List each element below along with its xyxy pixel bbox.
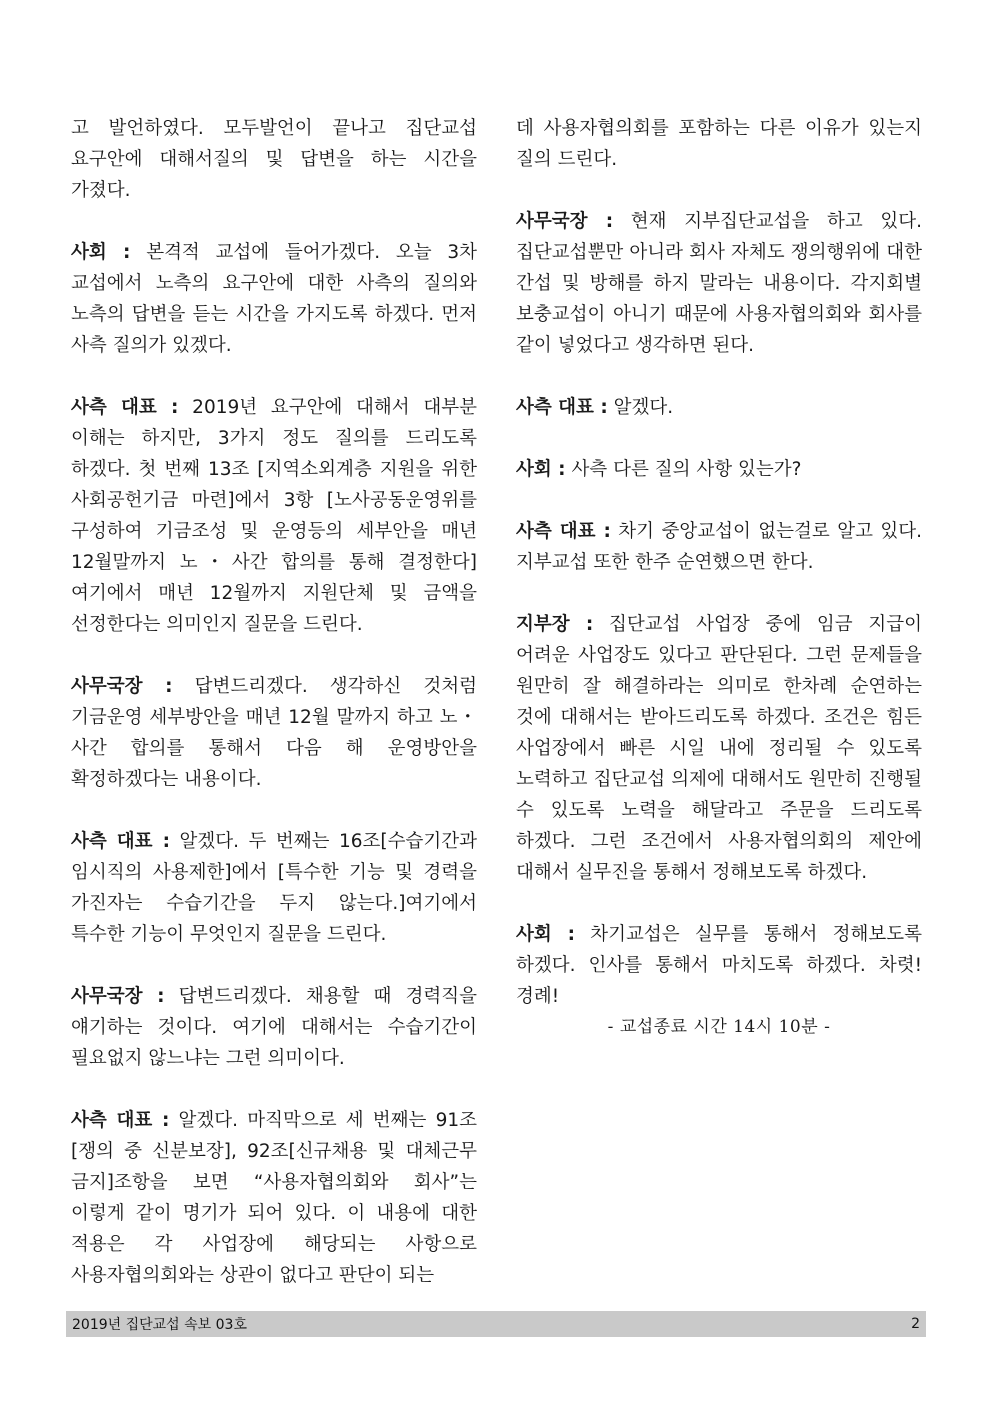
paragraph (516, 392, 922, 423)
paragraph (71, 981, 477, 1074)
paragraph (516, 454, 922, 485)
paragraph (516, 206, 922, 361)
paragraph (71, 113, 477, 206)
paragraph-text: 차기 중앙교섭이 없는걸로 알고 있다. 지부교섭 또한 한주 순연했으면 한다. (516, 521, 922, 573)
speaker-label: 사무국장 : (71, 676, 173, 697)
paragraph (71, 826, 477, 950)
closing-line: - 교섭종료 시간 14시 10분 - (607, 1017, 831, 1037)
left-column (71, 113, 477, 1322)
paragraph-text: 현재 지부집단교섭을 하고 있다. 집단교섭뿐만 아니라 회사 자체도 쟁의행위에 대한 간섭 및 방해를 하지 말라는 내용이다. 각지회별 보충교섭이 아니기 때문에 사용자협의회와 회사를 같이 넣었다고 생각하면 된다. (516, 211, 923, 356)
paragraph-text: 답변드리겠다. 채용할 때 경력직을 얘기하는 것이다. 여기에 대해서는 수습기간이 필요없지 않느냐는 그런 의미이다. (71, 986, 477, 1069)
paragraph-text: 답변드리겠다. 생각하신 것처럼 기금운영 세부방안을 매년 12월 말까지 하고 노・사간 합의를 통해서 다음 해 운영방안을 확정하겠다는 내용이다. (71, 676, 477, 790)
paragraph (71, 237, 477, 361)
speaker-label: 사측 대표 : (516, 521, 611, 542)
speaker-label: 사측 대표 : (516, 397, 608, 418)
speaker-label: 사회 : (516, 924, 575, 945)
paragraph-text: 알겠다. 마직막으로 세 번째는 91조[쟁의 중 신분보장], 92조[신규채용 및 대체근무 금지]조항을 보면 “사용자협의회와 회사”는 이렇게 같이 명기가 되어 있다. 이 내용에 대한 적용은 각 사업장에 해당되는 사항으로 사용자협의회와는 상관이 없다고 판단이 되는 (71, 1110, 477, 1286)
paragraph-text: 2019년 요구안에 대해서 대부분 이해는 하지만, 3가지 정도 질의를 드리도록 하겠다. 첫 번째 13조 [지역소외계층 지원을 위한 사회공헌기금 마련]에서 3항 [노사공동운영위를 구성하여 기금조성 및 운영등의 세부안을 매년 12월말까지 노・사간 합의를 통해 결정한다] 여기에서 매년 12월까지 지원단체 및 금액을 선정한다는 의미인지 질문을 드린다. (71, 397, 478, 635)
paragraph-text: 데 사용자협의회를 포함하는 다른 이유가 있는지 질의 드린다. (516, 118, 922, 170)
paragraph (516, 919, 922, 1012)
paragraph-text: 알겠다. 두 번째는 16조[수습기간과 임시직의 사용제한]에서 [특수한 기능 및 경력을 가진자는 수습기간을 두지 않는다.]여기에서 특수한 기능이 무엇인지 질문을 드린다. (71, 831, 477, 945)
speaker-label: 사무국장 : (516, 211, 614, 232)
paragraph-text: 고 발언하였다. 모두발언이 끝나고 집단교섭 요구안에 대해서질의 및 답변을 하는 시간을 가졌다. (71, 118, 477, 201)
paragraph (516, 516, 922, 578)
paragraph (71, 1105, 477, 1291)
speaker-label: 사회 : (516, 459, 566, 480)
paragraph (71, 671, 477, 795)
paragraph-text: 차기교섭은 실무를 통해서 정해보도록 하겠다. 인사를 통해서 마치도록 하겠다. 차렷! 경례! (516, 924, 922, 1007)
speaker-label: 사측 대표 : (71, 1110, 170, 1131)
right-column (516, 113, 922, 1043)
paragraph-text: 알겠다. (607, 397, 674, 418)
page-footer (66, 1311, 926, 1337)
paragraph-text: 집단교섭 사업장 중에 임금 지급이 어려운 사업장도 있다고 판단된다. 그런 문제들을 원만히 잘 해결하라는 의미로 한차례 순연하는 것에 대해서는 받아드리도록 하겠다. 조건은 힘든 사업장에서 빠른 시일 내에 정리될 수 있도록 노력하고 집단교섭 의제에 대해서도 원만히 진행될 수 있도록 노력을 해달라고 주문을 드리도록 하겠다. 그런 조건에서 사용자협의회의 제안에 대해서 실무진을 통해서 정해보도록 하겠다. (516, 614, 922, 883)
speaker-label: 지부장 : (516, 614, 594, 635)
speaker-label: 사회 : (71, 242, 131, 263)
speaker-label: 사무국장 : (71, 986, 165, 1007)
paragraph-text: 본격적 교섭에 들어가겠다. 오늘 3차 교섭에서 노측의 요구안에 대한 사측의 질의와 노측의 답변을 듣는 시간을 가지도록 하겠다. 먼저 사측 질의가 있겠다. (71, 242, 477, 356)
speaker-label: 사측 대표 : (71, 397, 179, 418)
footer-title: 2019년 집단교섭 속보 03호 (72, 1317, 247, 1333)
paragraph (516, 609, 922, 888)
page-number: 2 (911, 1316, 920, 1332)
speaker-label: 사측 대표 : (71, 831, 171, 852)
paragraph-text: 사측 다른 질의 사항 있는가? (565, 459, 802, 480)
paragraph (516, 113, 922, 175)
paragraph (71, 392, 477, 640)
